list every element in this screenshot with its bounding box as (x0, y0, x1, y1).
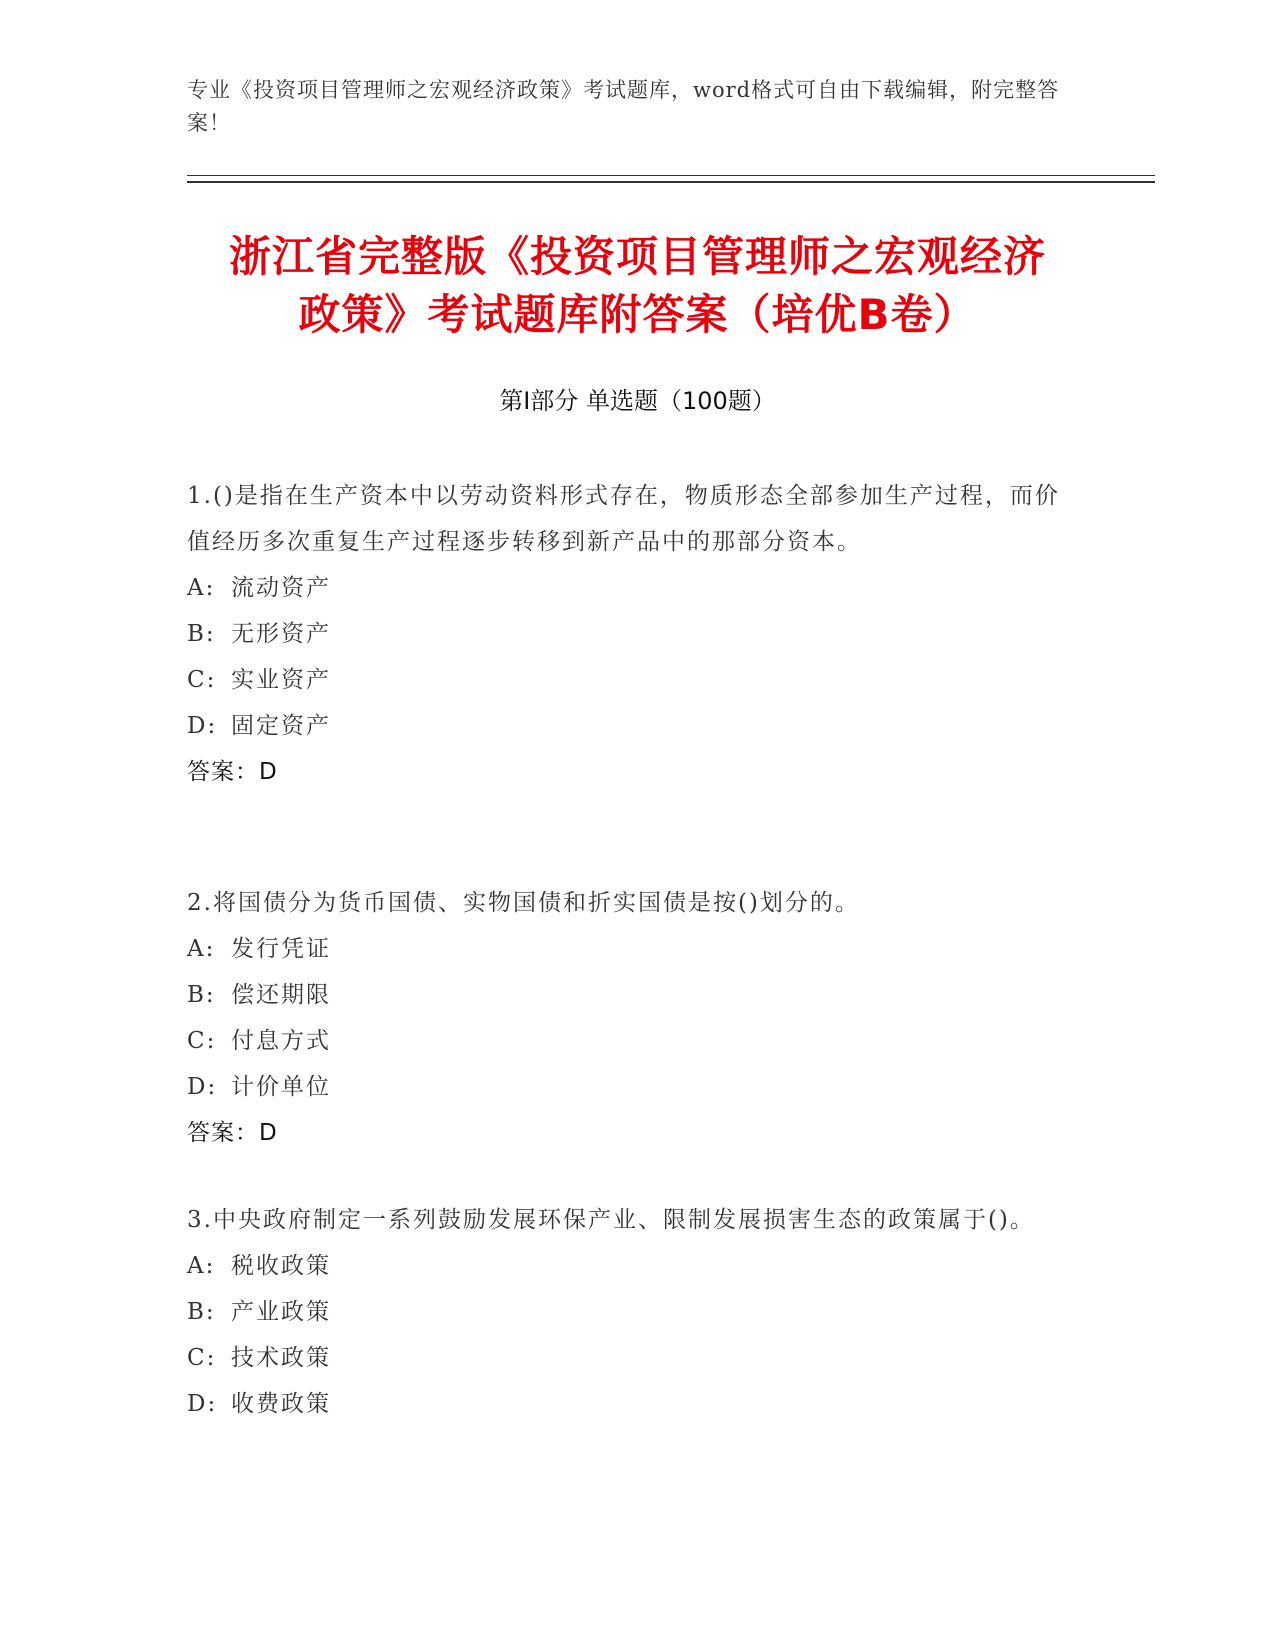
option-key: C: (187, 667, 217, 693)
option-d (187, 1381, 1067, 1427)
option-text: 无形资产 (231, 621, 331, 647)
question-stem: 2.将国债分为货币国债、实物国债和折实国债是按()划分的。 (187, 890, 860, 916)
question-stem: 1.()是指在生产资本中以劳动资料形式存在，物质形态全部参加生产过程，而价值经历多次重复生产过程逐步转移到新产品中的那部分资本。 (187, 483, 1060, 555)
option-text: 流动资产 (231, 575, 331, 601)
document-title (150, 228, 1125, 344)
option-key: B: (187, 982, 216, 1008)
option-d (187, 703, 1067, 749)
header-divider-bottom (187, 181, 1155, 183)
option-text: 固定资产 (231, 713, 331, 739)
question-3 (187, 1197, 1067, 1427)
option-text: 计价单位 (231, 1074, 331, 1100)
option-text: 收费政策 (231, 1391, 331, 1417)
question-1 (187, 473, 1067, 795)
option-c (187, 1018, 1067, 1064)
document-title-line-1: 浙江省完整版《投资项目管理师之宏观经济 (228, 232, 1046, 281)
option-key: A: (187, 1253, 216, 1279)
document-title-line-2: 政策》考试题库附答案（培优B卷） (298, 290, 977, 339)
option-c (187, 657, 1067, 703)
option-text: 实业资产 (231, 667, 331, 693)
option-b (187, 611, 1067, 657)
option-d (187, 1064, 1067, 1110)
option-key: C: (187, 1345, 217, 1371)
header-divider-top (187, 175, 1155, 176)
option-a (187, 565, 1067, 611)
option-b (187, 1289, 1067, 1335)
question-2 (187, 880, 1067, 1156)
option-text: 技术政策 (231, 1345, 331, 1371)
option-key: D: (187, 713, 218, 739)
option-a (187, 1243, 1067, 1289)
option-b (187, 972, 1067, 1018)
option-key: A: (187, 575, 216, 601)
option-text: 偿还期限 (231, 982, 331, 1008)
option-text: 发行凭证 (231, 936, 331, 962)
option-key: B: (187, 621, 216, 647)
option-text: 产业政策 (231, 1299, 331, 1325)
option-a (187, 926, 1067, 972)
option-key: C: (187, 1028, 217, 1054)
option-key: B: (187, 1299, 216, 1325)
option-text: 税收政策 (231, 1253, 331, 1279)
answer-line: 答案：D (187, 1120, 278, 1146)
header-note: 专业《投资项目管理师之宏观经济政策》考试题库，word格式可自由下载编辑，附完整答案！ (187, 78, 1060, 135)
option-key: D: (187, 1074, 218, 1100)
option-text: 付息方式 (231, 1028, 331, 1054)
option-key: A: (187, 936, 216, 962)
option-c (187, 1335, 1067, 1381)
section-heading: 第I部分 单选题（100题） (499, 387, 776, 415)
question-stem: 3.中央政府制定一系列鼓励发展环保产业、限制发展损害生态的政策属于()。 (187, 1207, 1035, 1233)
option-key: D: (187, 1391, 218, 1417)
answer-line: 答案：D (187, 759, 278, 785)
